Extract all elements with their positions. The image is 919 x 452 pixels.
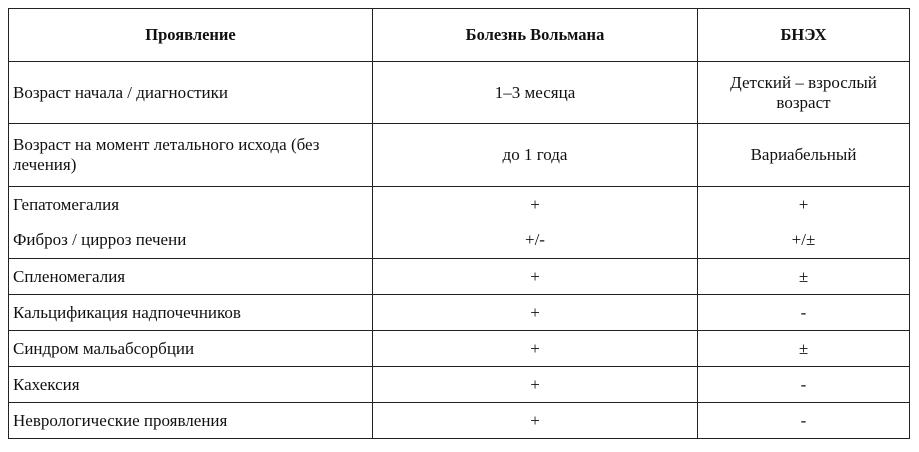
table-row xyxy=(9,331,910,367)
bneh-value: + xyxy=(698,187,910,223)
wolman-value: 1–3 месяца xyxy=(373,62,698,124)
table-row xyxy=(9,367,910,403)
row-label: Кальцификация надпочечников xyxy=(9,295,373,331)
row-label: Фиброз / цирроз печени xyxy=(9,223,373,259)
table-row xyxy=(9,259,910,295)
comparison-table xyxy=(8,8,910,439)
row-label: Синдром мальабсорбции xyxy=(9,331,373,367)
row-label: Гепатомегалия xyxy=(9,187,373,223)
wolman-value: + xyxy=(373,295,698,331)
row-label: Возраст на момент летального исхода (без лечения) xyxy=(9,124,373,187)
table-row xyxy=(9,124,910,187)
wolman-value: + xyxy=(373,403,698,439)
bneh-value: ± xyxy=(698,259,910,295)
table-header-row xyxy=(9,9,910,62)
table-row xyxy=(9,187,910,223)
row-label: Спленомегалия xyxy=(9,259,373,295)
header-wolman-disease: Болезнь Вольмана xyxy=(373,9,698,62)
bneh-value: Вариабельный xyxy=(698,124,910,187)
table-row xyxy=(9,62,910,124)
bneh-value: - xyxy=(698,367,910,403)
wolman-value: + xyxy=(373,331,698,367)
bneh-value: +/± xyxy=(698,223,910,259)
wolman-value: + xyxy=(373,259,698,295)
row-label: Возраст начала / диагностики xyxy=(9,62,373,124)
header-bneh: БНЭХ xyxy=(698,9,910,62)
bneh-value: - xyxy=(698,295,910,331)
bneh-value: - xyxy=(698,403,910,439)
header-manifestation: Проявление xyxy=(9,9,373,62)
table-row xyxy=(9,223,910,259)
table-row xyxy=(9,295,910,331)
wolman-value: + xyxy=(373,367,698,403)
wolman-value: до 1 года xyxy=(373,124,698,187)
row-label: Кахексия xyxy=(9,367,373,403)
bneh-value: ± xyxy=(698,331,910,367)
bneh-value: Детский – взрослый возраст xyxy=(698,62,910,124)
table-row xyxy=(9,403,910,439)
wolman-value: +/- xyxy=(373,223,698,259)
wolman-value: + xyxy=(373,187,698,223)
row-label: Неврологические проявления xyxy=(9,403,373,439)
